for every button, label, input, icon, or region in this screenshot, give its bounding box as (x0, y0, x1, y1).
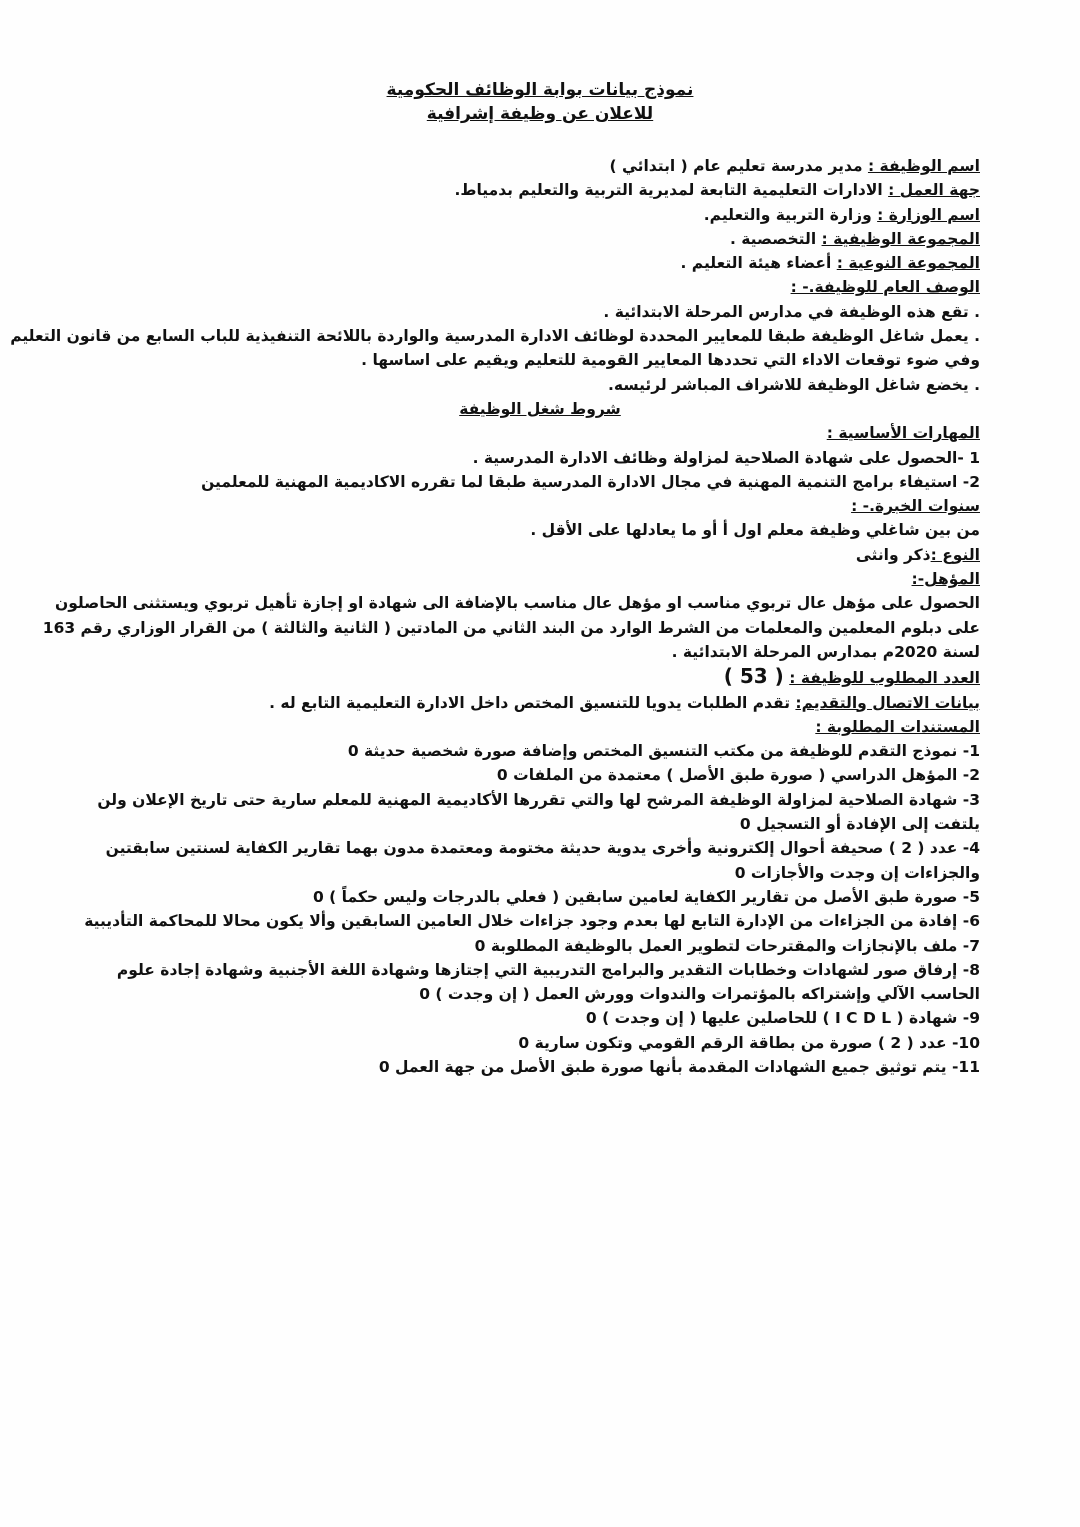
contact-row (100, 691, 980, 715)
job-group-value: التخصصية . (729, 229, 822, 248)
experience-value: من بين شاغلي وظيفة معلم اول أ أو ما يعادلها على الأقل . (530, 521, 980, 540)
required-count-label: العدد المطلوب للوظيفة : (789, 669, 980, 688)
experience-row (100, 494, 980, 518)
gender-row (100, 543, 980, 567)
description-item-2-continued: وفي ضوء توقعات الاداء التي تحددها المعايير القومية للتعليم ويقيم على اساسها . (361, 351, 980, 370)
contact-value: تقدم الطلبات يدويا للتنسيق المختص داخل الادارة التعليمية التابع له . (269, 693, 796, 712)
document-item: 8- إرفاق صور لشهادات وخطابات التقدير والبرامج التدريبية التي إجتازها وشهادة اللغة الأجنبية وشهادة إجادة علوم (116, 960, 980, 979)
description-item-3: . يخضع شاغل الوظيفة للاشراف المباشر لرئيسه. (608, 375, 980, 394)
description-item-2: . يعمل شاغل الوظيفة طبقا للمعايير المحددة لوظائف الادارة المدرسية والواردة باللائحة التنفيذية للباب السابع من قانون التعليم (10, 327, 980, 346)
quality-group-label: المجموعة النوعية : (836, 254, 980, 273)
general-description-label: الوصف العام للوظيفة.- : (790, 278, 980, 297)
document-item: 10- عدد ( 2 ) صورة من بطاقة الرقم القومي وتكون سارية 0 (518, 1033, 980, 1052)
basic-skills-row (100, 421, 980, 445)
document-item: 4- عدد ( 2 ) صحيفة أحوال إلكترونية وأخرى يدوية حديثة مختومة ومعتمدة مدون بهما تقارير الكفاية لسنتين سابقتين (105, 839, 980, 858)
ministry-value: وزارة التربية والتعليم. (703, 205, 878, 224)
gender-label: النوع : (930, 545, 980, 564)
qualification-row (100, 567, 980, 591)
job-name-value: مدير مدرسة تعليم عام ( ابتدائي ) (609, 157, 868, 175)
skill-item-1: 1 -الحصول على شهادة الصلاحية لمزاولة وظائف الادارة المدرسية . (472, 448, 980, 467)
workplace-row (100, 178, 980, 202)
required-count-value: ( 53 ) (723, 664, 784, 689)
quality-group-row (100, 251, 980, 275)
document-item: 2- المؤهل الدراسي ( صورة طبق الأصل ) معتمدة من الملفات 0 (496, 766, 980, 785)
document-item: 11- يتم توثيق جميع الشهادات المقدمة بأنها صورة طبق الأصل من جهة العمل 0 (378, 1057, 980, 1076)
document-item: 1- نموذج التقدم للوظيفة من مكتب التنسيق المختص وإضافة صورة شخصية حديثة 0 (347, 742, 980, 761)
general-description-row (100, 275, 980, 299)
document-item: 5- صورة طبق الأصل من تقارير الكفاية لعامين سابقين ( فعلي بالدرجات وليس حكماً ) 0 (312, 887, 980, 906)
contact-label: بيانات الاتصال والتقديم: (795, 693, 980, 712)
document-item: 6- إفادة من الجزاءات من الإدارة التابع لها بعدم وجود جزاءات خلال العامين السابقين وألا يكون محالا للمحاكمة التأديبية (84, 912, 980, 931)
workplace-value: الادارات التعليمية التابعة لمديرية التربية والتعليم بدمياط. (454, 181, 889, 200)
document-item: 9- شهادة ( I C D L ) للحاصلين عليها ( إن وجدت ) 0 (585, 1009, 980, 1028)
qualification-line-3: لسنة 2020م بمدارس المرحلة الابتدائية . (671, 642, 980, 661)
document-item-continued: يلتفت إلى الإفادة أو التسجيل 0 (739, 815, 980, 834)
document-item-continued: الحاسب الآلي وإشتراكه بالمؤتمرات والندوات وورش العمل ( إن وجدت ) 0 (419, 985, 980, 1004)
ministry-row (100, 203, 980, 227)
qualification-line-1: الحصول على مؤهل عال تربوي مناسب او مؤهل عال مناسب بالإضافة الى شهادة او إجازة تأهيل تربوي ويستثنى الحاصلون (54, 594, 980, 613)
quality-group-value: أعضاء هيئة التعليم . (680, 254, 837, 273)
document-title: نموذج بيانات بوابة الوظائف الحكومية (386, 80, 694, 100)
required-count-row (100, 664, 980, 690)
document-subtitle: للاعلان عن وظيفة إشرافية (426, 104, 654, 124)
description-item-1: . تقع هذه الوظيفة في مدارس المرحلة الابتدائية . (603, 302, 980, 321)
job-announcement-form (10, 78, 980, 1079)
required-documents-row (100, 715, 980, 739)
ministry-label: اسم الوزارة : (877, 205, 980, 224)
experience-label: سنوات الخبرة.- : (851, 497, 980, 516)
document-item: 3- شهادة الصلاحية لمزاولة الوظيفة المرشح لها والتي تقررها الأكاديمية المهنية للمعلم سارية حتى تاريخ الإعلان ولن (97, 790, 980, 809)
skill-item-2: 2- استيفاء برامج التنمية المهنية في مجال الادارة المدرسية طبقا لما تقرره الاكاديمية المهنية للمعلمين (201, 472, 980, 491)
document-item-continued: والجزاءات إن وجدت والأجازات 0 (734, 863, 980, 882)
job-group-label: المجموعة الوظيفية : (821, 229, 980, 248)
required-documents-list (84, 739, 980, 1079)
job-name-label: اسم الوظيفة : (867, 157, 980, 175)
conditions-heading: شروط شغل الوظيفة (459, 399, 621, 418)
job-group-row (100, 227, 980, 251)
document-item: 7- ملف بالإنجازات والمقترحات لتطوير العمل بالوظيفة المطلوبة 0 (474, 936, 980, 955)
job-name-row (100, 154, 980, 178)
required-documents-label: المستندات المطلوبة : (815, 717, 980, 736)
gender-value: ذكر وانثى (855, 545, 931, 564)
qualification-line-2: على دبلوم المعلمين والمعلمات من الشرط الوارد من البند الثاني من المادتين ( الثانية والثالثة ) من القرار الوزاري رقم 163 (42, 618, 980, 637)
basic-skills-label: المهارات الأساسية : (826, 424, 980, 443)
workplace-label: جهة العمل : (888, 181, 980, 200)
qualification-label: المؤهل-: (911, 570, 980, 589)
